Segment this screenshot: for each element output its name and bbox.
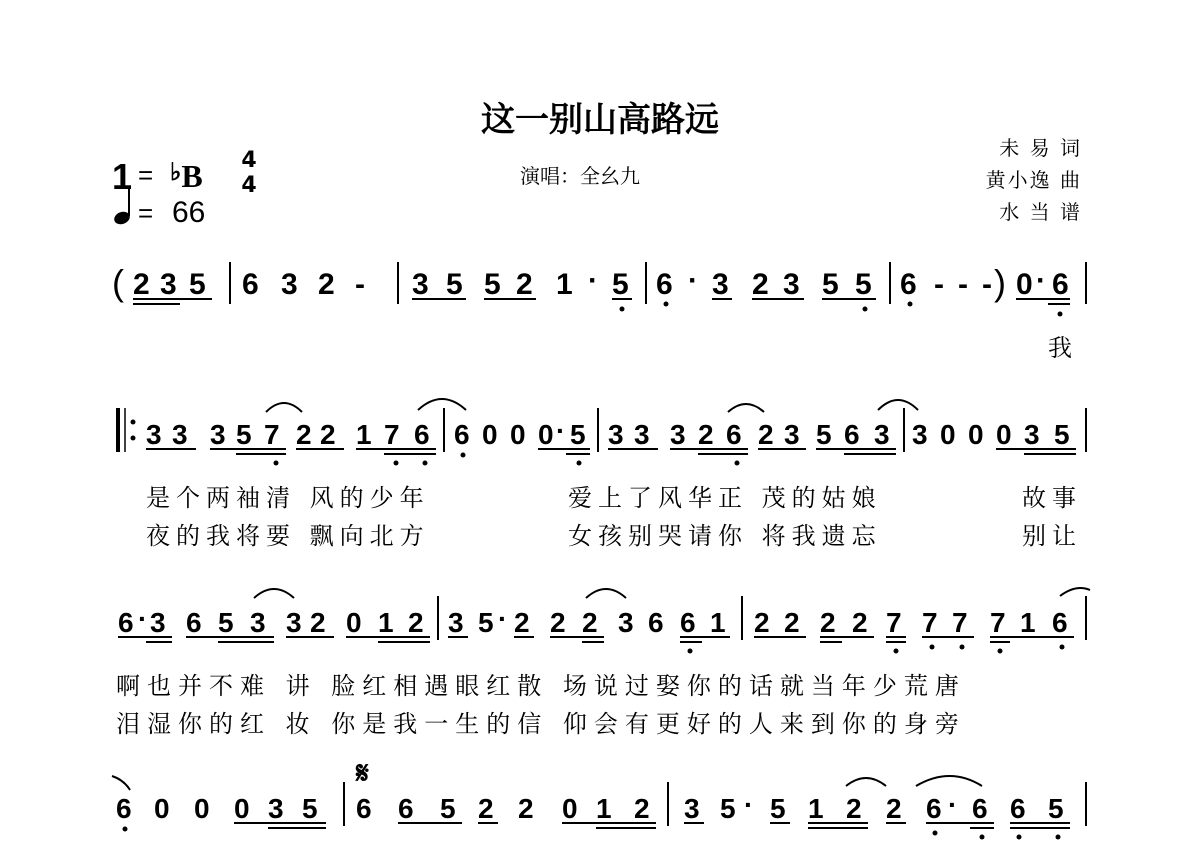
- svg-text:6: 6: [844, 419, 860, 450]
- svg-text:0: 0: [996, 419, 1012, 450]
- svg-text:6: 6: [454, 419, 470, 450]
- svg-text:6: 6: [116, 793, 132, 824]
- svg-text:5: 5: [218, 607, 234, 638]
- lyric-row2-verse1-c: 故事: [1022, 484, 1082, 512]
- svg-text:5: 5: [478, 607, 494, 638]
- svg-text:-: -: [934, 268, 944, 301]
- svg-text:3: 3: [160, 268, 177, 301]
- svg-text:6: 6: [118, 607, 134, 638]
- svg-text:·: ·: [498, 603, 508, 634]
- svg-text:3: 3: [172, 419, 188, 450]
- svg-text:6: 6: [926, 793, 942, 824]
- lyric-row2-verse1-a: 是个两袖清 风的少年: [146, 484, 430, 512]
- transcriber-credit: 水 当 谱: [999, 200, 1082, 224]
- svg-text:3: 3: [634, 419, 650, 450]
- svg-text:6: 6: [186, 607, 202, 638]
- svg-text:2: 2: [133, 268, 150, 301]
- svg-text:0: 0: [940, 419, 956, 450]
- svg-text:3: 3: [712, 268, 729, 301]
- svg-text:6: 6: [726, 419, 742, 450]
- flat-sign: ♭: [170, 160, 182, 186]
- svg-text:3: 3: [281, 268, 298, 301]
- svg-text:7: 7: [384, 419, 400, 450]
- svg-text:5: 5: [1048, 793, 1064, 824]
- lyric-row2-verse2-c: 别让: [1022, 522, 1082, 550]
- svg-text:6: 6: [1010, 793, 1026, 824]
- svg-text:1: 1: [356, 419, 372, 450]
- svg-text:6: 6: [242, 268, 259, 301]
- svg-text:0: 0: [1016, 268, 1033, 301]
- svg-text:2: 2: [408, 607, 424, 638]
- svg-text:6: 6: [414, 419, 430, 450]
- svg-text:5: 5: [720, 793, 736, 824]
- svg-text:3: 3: [448, 607, 464, 638]
- svg-text:7: 7: [264, 419, 280, 450]
- svg-text:2: 2: [514, 607, 530, 638]
- svg-text:5: 5: [855, 268, 872, 301]
- svg-text:2: 2: [518, 793, 534, 824]
- svg-text:1: 1: [596, 793, 612, 824]
- svg-text:6: 6: [680, 607, 696, 638]
- svg-text:1: 1: [710, 607, 726, 638]
- svg-text:5: 5: [484, 268, 501, 301]
- svg-text:-: -: [355, 268, 365, 301]
- svg-text:5: 5: [302, 793, 318, 824]
- composer-credit: 黄小逸 曲: [985, 168, 1082, 192]
- svg-text:7: 7: [922, 607, 938, 638]
- svg-text:3: 3: [268, 793, 284, 824]
- svg-text:2: 2: [784, 607, 800, 638]
- svg-text:3: 3: [684, 793, 700, 824]
- lyricist-credit: 未 易 词: [999, 136, 1082, 160]
- svg-text:6: 6: [648, 607, 664, 638]
- svg-text:6: 6: [398, 793, 414, 824]
- svg-text:5: 5: [446, 268, 463, 301]
- svg-text:5: 5: [440, 793, 456, 824]
- svg-text:2: 2: [820, 607, 836, 638]
- key-equals: =: [138, 160, 154, 190]
- svg-text:6: 6: [1052, 268, 1069, 301]
- svg-text:0: 0: [154, 793, 170, 824]
- svg-text:1: 1: [808, 793, 824, 824]
- svg-text:3: 3: [210, 419, 226, 450]
- svg-text:3: 3: [618, 607, 634, 638]
- svg-text:2: 2: [886, 793, 902, 824]
- svg-text:2: 2: [478, 793, 494, 824]
- singer-credit: 演唱：全幺九: [520, 164, 640, 188]
- svg-text:2: 2: [634, 793, 650, 824]
- svg-text:5: 5: [612, 268, 629, 301]
- svg-text:3: 3: [608, 419, 624, 450]
- svg-text:2: 2: [310, 607, 326, 638]
- svg-text:0: 0: [482, 419, 498, 450]
- svg-text:1: 1: [378, 607, 394, 638]
- key-note: B: [181, 158, 203, 194]
- svg-text:6: 6: [656, 268, 673, 301]
- svg-text:2: 2: [318, 268, 335, 301]
- svg-text:2: 2: [550, 607, 566, 638]
- song-title: 这一别山高路远: [481, 100, 719, 140]
- svg-text:5: 5: [1054, 419, 1070, 450]
- svg-text:0: 0: [562, 793, 578, 824]
- svg-text:3: 3: [250, 607, 266, 638]
- svg-text:3: 3: [412, 268, 429, 301]
- svg-text:·: ·: [744, 789, 754, 820]
- svg-text:3: 3: [874, 419, 890, 450]
- svg-text:6: 6: [356, 793, 372, 824]
- open-paren: (: [112, 262, 124, 303]
- svg-text:-: -: [958, 268, 968, 301]
- tempo-bpm: 66: [172, 196, 206, 229]
- svg-text:3: 3: [286, 607, 302, 638]
- svg-text:·: ·: [588, 264, 598, 297]
- svg-text:0: 0: [346, 607, 362, 638]
- svg-text:3: 3: [146, 419, 162, 450]
- svg-text:2: 2: [852, 607, 868, 638]
- close-paren: ): [994, 262, 1006, 303]
- svg-text:7: 7: [952, 607, 968, 638]
- svg-text:2: 2: [296, 419, 312, 450]
- lyric-row2-verse1-b: 爱上了风华正 茂的姑娘: [568, 484, 882, 512]
- svg-text:5: 5: [822, 268, 839, 301]
- svg-text:2: 2: [754, 607, 770, 638]
- svg-text:5: 5: [570, 419, 586, 450]
- svg-text:3: 3: [783, 268, 800, 301]
- tempo-equals: =: [138, 198, 154, 228]
- svg-text:2: 2: [752, 268, 769, 301]
- segno-sign: 𝄋: [356, 756, 369, 791]
- svg-text:6: 6: [1052, 607, 1068, 638]
- svg-text:·: ·: [1036, 264, 1046, 297]
- svg-text:0: 0: [968, 419, 984, 450]
- svg-text:6: 6: [900, 268, 917, 301]
- svg-text:3: 3: [150, 607, 166, 638]
- svg-text:·: ·: [688, 264, 698, 297]
- lyric-pickup: 我: [1048, 334, 1078, 362]
- time-sig-top: 4: [241, 148, 257, 173]
- svg-text:2: 2: [698, 419, 714, 450]
- svg-text:·: ·: [556, 415, 566, 446]
- svg-text:-: -: [982, 268, 992, 301]
- svg-text:6: 6: [972, 793, 988, 824]
- lyric-row3-verse1: 啊也并不难 讲 脸红相遇眼红散 场说过娶你的话就当年少荒唐: [116, 672, 966, 700]
- svg-text:0: 0: [538, 419, 554, 450]
- svg-text:3: 3: [1024, 419, 1040, 450]
- svg-text:2: 2: [582, 607, 598, 638]
- svg-text:1: 1: [1020, 607, 1036, 638]
- svg-text:0: 0: [234, 793, 250, 824]
- svg-text:5: 5: [770, 793, 786, 824]
- svg-text:2: 2: [846, 793, 862, 824]
- svg-text:7: 7: [990, 607, 1006, 638]
- svg-text:2: 2: [758, 419, 774, 450]
- svg-text:3: 3: [670, 419, 686, 450]
- svg-text:5: 5: [236, 419, 252, 450]
- time-sig-bottom: 4: [241, 173, 257, 198]
- svg-text:1: 1: [556, 268, 573, 301]
- key-do-number: 1: [112, 156, 133, 197]
- svg-text:3: 3: [912, 419, 928, 450]
- svg-text:0: 0: [194, 793, 210, 824]
- svg-text:3: 3: [784, 419, 800, 450]
- svg-text:0: 0: [510, 419, 526, 450]
- svg-text:2: 2: [320, 419, 336, 450]
- svg-text:5: 5: [816, 419, 832, 450]
- lyric-row3-verse2: 泪湿你的红 妆 你是我一生的信 仰会有更好的人来到你的身旁: [116, 710, 966, 738]
- lyric-row2-verse2-b: 女孩别哭请你 将我遗忘: [568, 522, 882, 550]
- svg-text:2: 2: [516, 268, 533, 301]
- svg-text:5: 5: [189, 268, 206, 301]
- lyric-row2-verse2-a: 夜的我将要 飘向北方: [146, 522, 430, 550]
- svg-text:·: ·: [948, 789, 958, 820]
- svg-text:·: ·: [138, 603, 148, 634]
- svg-text:7: 7: [886, 607, 902, 638]
